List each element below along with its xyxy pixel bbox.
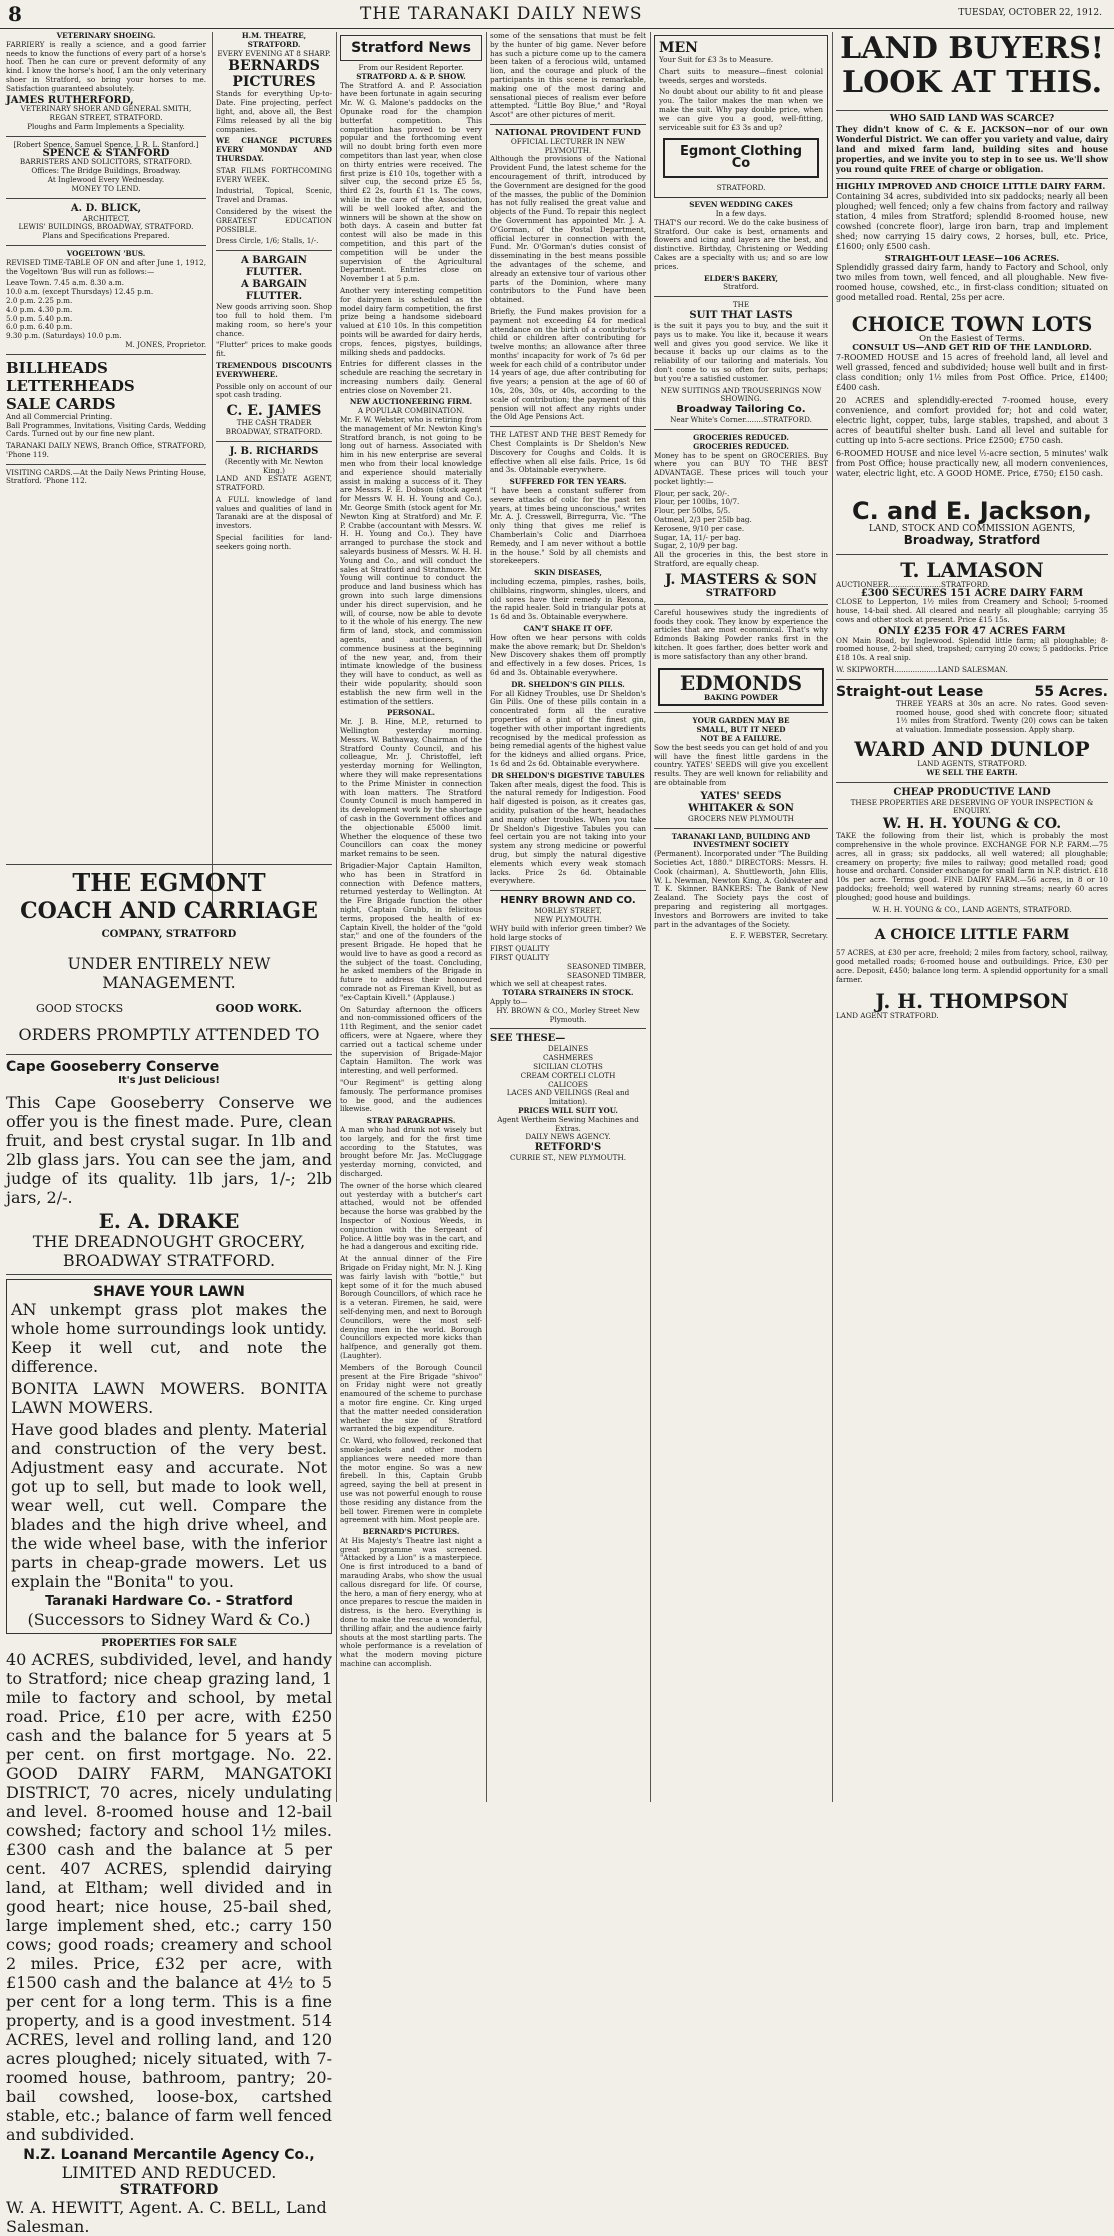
blick-address: LEWIS' BUILDINGS, BROADWAY, STRATFORD. <box>18 222 194 232</box>
bernards-price: Dress Circle, 1/6; Stalls, 1/-. <box>216 236 319 246</box>
flutter-prices: "Flutter" prices to make goods fit. <box>216 340 332 359</box>
drake-sub: THE DREADNOUGHT GROCERY, BROADWAY STRATFORD. <box>32 1232 306 1270</box>
egmont-clothing: Egmont Clothing Co <box>679 144 803 172</box>
cakes-body: THAT'S our record. We do the cake business of Stratford. Our cake is best, ornaments and flowers and icing and layers are the best, and distinctive. Birthday, Christening or Wedding Cakes are a specialty with us; and so are low prices. <box>654 217 828 271</box>
see-item-1: CASHMERES <box>542 1053 594 1063</box>
column-1 <box>6 32 206 882</box>
masters-town: STRATFORD <box>705 587 777 599</box>
grocery-item-4: Kerosene, 9/10 per case. <box>654 523 745 533</box>
lamason-a-body: CLOSE to Lepperton, 1½ miles from Creamery and School; 5-roomed house, 14-bail shed. All cleared and nearly all ploughable; carrying 35 cows and other stock at present. Price £15 15s. <box>836 597 1108 624</box>
egmont-work: GOOD WORK. <box>215 1002 302 1015</box>
suit-lasts: SUIT THAT LASTS <box>689 309 793 321</box>
bus-heading: VOGELTOWN 'BUS. <box>66 248 146 258</box>
groceries-note: All the groceries in this, the best store in Stratford, are equally cheap. <box>654 550 828 569</box>
land-body: A FULL knowledge of land values and qualities of land in Taranaki are at the disposal of investors. <box>216 494 332 531</box>
spence-note: [Robert Spence, Samuel Spence, J. R. L. Stanford.] <box>13 139 199 149</box>
bernards-star: STAR FILMS FORTHCOMING EVERY WEEK. <box>216 165 332 184</box>
latest-remedy: THE LATEST AND THE BEST Remedy for Chest Complaints is Dr Sheldon's New Discovery for Coughs and Colds. It is effective when all else fails. Price, 1s 6d and 3s. Obtainable everywhere. <box>490 430 646 475</box>
grocery-item-0: Flour, per sack, 20/-. <box>654 488 730 498</box>
land-buyers: LAND BUYERS! <box>840 31 1104 66</box>
garden-2: SMALL, BUT IT NEED <box>696 725 786 735</box>
see-these: SEE THESE— <box>490 1033 566 1045</box>
garden-1: YOUR GARDEN MAY BE <box>692 716 790 726</box>
visiting-cards: VISITING CARDS.—At the Daily News Printing House, Stratford. 'Phone 112. <box>6 467 206 486</box>
broadway-tailoring: Broadway Tailoring Co. <box>676 404 806 416</box>
auction-heading: NEW AUCTIONEERING FIRM. <box>349 397 473 407</box>
popular-heading: A POPULAR COMBINATION. <box>357 406 465 416</box>
page-number: 8 <box>8 2 22 26</box>
tlb-body: (Permanent). Incorporated under "The Building Societies Act, 1880." DIRECTORS: Messrs. H. Cook (chairman), A. Shuttleworth, John Ellis, W. L. Newman, Newton King, A. Goldwater and T. K. Skinner. BANKERS: The Bank of New Zealand. The Society pays the cost of preparing and registering all mortgages. Investors and Borrowers are invited to take part in the advantages of the Society. <box>654 849 828 929</box>
news-body-11: At the annual dinner of the Fire Brigade on Friday night, Mr. N. J. King was fairly lavish with "bottle," but kept some of it for the much abused Borough Councillors, of which race he is a veteran. Firemen, he said, were self-denying men, and next to Borough Councillors, were the most self-denying men in the world. Borough Councillors expected more kicks than halfpence, and generally got them. (Laughter). <box>340 1254 482 1360</box>
hi-body: Containing 34 acres, subdivided into six paddocks; nearly all been ploughed; well fenced; only a few chains from factory and railway station, 4 miles from Stratford; splendid 8-roomed house, new cowshed (concrete floor), large iron barn, trap and implement shed; now carrying 15 dairy cows, 2 horses, bull, etc. Price, £1600; only £500 cash. <box>836 191 1108 251</box>
blick-plans: Plans and Specifications Prepared. <box>42 231 170 241</box>
who-said: WHO SAID LAND WAS SCARCE? <box>889 114 1055 124</box>
rutherford-sub: VETERINARY SHOER AND GENERAL SMITH, <box>20 104 192 114</box>
sol-heading: STRAIGHT-OUT LEASE—106 ACRES. <box>884 253 1060 264</box>
news-body-9: A man who had drunk not wisely but too largely, and for the first time according to the Statutes, was brought before Mr. Jas. McCluggage yesterday morning, convicted, and discharged. <box>340 1125 482 1179</box>
bus-time-4: 5.0 p.m. 5.40 p.m. <box>6 313 73 323</box>
bernards-title: BERNARDS <box>228 58 320 75</box>
suit-lasts-the: THE <box>732 300 750 310</box>
bernards-heading: BERNARD'S PICTURES. <box>362 1527 460 1537</box>
see-item-5: LACES AND VEILINGS (Real and Imitation). <box>506 1088 630 1107</box>
lawn-body-2: Have good blades and plenty. Material and construction of the very best. Adjustment easy and accurate. Not got up to sell, but made to look well, wear well, cut well. Compare the blades and the high drive wheel, and the wide wheel base, with the inferior parts in cheap-grade mowers. Let us explain the "Bonita" to you. <box>11 1420 327 1591</box>
grocery-item-3: Oatmeal, 2/3 per 25lb bag. <box>654 515 752 525</box>
news-body-10: The owner of the horse which cleared out yesterday with a butcher's cart attached, would not be offended because the horse was grabbed by the Inspector of Noxious Weeds, in conjunction with the Sergeant of Police. A little boy was in the cart, and he had a dangerous and exciting ride. <box>340 1180 482 1252</box>
lawn-mowers: BONITA LAWN MOWERS. BONITA LAWN MOWERS. <box>11 1379 327 1417</box>
look-at-this: LOOK AT THIS. <box>841 65 1103 100</box>
possible: Possible only on account of our spot cash trading. <box>216 381 332 400</box>
lamason-b-body: ON Main Road, by Inglewood. Splendid little farm; all ploughable; 8-roomed house, 2-bail shed, trapshed; carrying 20 cows; 5 paddocks. Price £18 10s. A real snip. <box>836 635 1108 663</box>
column-rule <box>486 32 487 1802</box>
bus-time-5: 6.0 p.m. 6.40 p.m. <box>6 322 73 332</box>
see-item-2: SICILIAN CLOTHS <box>533 1062 603 1072</box>
spence-sub: BARRISTERS AND SOLICITORS, STRATFORD. <box>19 157 193 167</box>
lower-left-ads <box>6 860 332 2236</box>
new-suitings: NEW SUITINGS AND TROUSERINGS NOW SHOWING. <box>660 385 822 404</box>
stratford-news-title: Stratford News <box>351 40 471 56</box>
lawn-title: SHAVE YOUR LAWN <box>93 1284 245 1300</box>
egmont-under: UNDER ENTIRELY NEW MANAGEMENT. <box>67 954 271 992</box>
column-6 <box>836 32 1108 1800</box>
hm-theatre: H.M. THEATRE, STRATFORD. <box>241 31 307 49</box>
land-agent: LAND AND ESTATE AGENT, STRATFORD. <box>216 474 332 493</box>
thc-name: Taranaki Hardware Co. - Stratford <box>45 1594 293 1609</box>
sol2-a: Straight-out Lease <box>836 683 984 700</box>
blick-sub: ARCHITECT, <box>82 213 130 223</box>
news-body-3: Entries for different classes in the schedule are reaching the secretary in increasing numbers daily. General entries close on November 21. <box>340 359 482 395</box>
land-special: Special facilities for land-seekers going north. <box>216 533 332 551</box>
news-body-14: At His Majesty's Theatre last night a great programme was screened. "Attacked by a Lion" is a masterpiece. One is first introduced to a band of marauding Arabs, who show the usual callous disregard for life. Of course, the hero, a man of fiery energy, who at once prepares to rescue the maiden in distress, is the hero. Everything is done to make the rescue a wonderful, thrilling affair, and the audience fairly shouts at the most startling parts. The whole performance is a revelation of what the modern moving picture machine can accomplish. <box>340 1535 482 1669</box>
thompson-name: J. H. THOMPSON <box>875 989 1069 1014</box>
gin-body: For all Kidney Troubles, use Dr Sheldon's Gin Pills. One of these pills contain in a concentrated form all the curative properties of a pint of the finest gin, together with other important ingredients recognised by the medical profession as being remedial agents of the highest value for the kidneys and allied organs. Price, 1s 6d and 2s 6d. Obtainable everywhere. <box>490 688 646 768</box>
lamason-b: ONLY £235 FOR 47 ACRES FARM <box>878 625 1066 637</box>
chart-suits-2: No doubt about our ability to fit and please you. The tailor makes the man when we make the suit. Why pay double price, when we can give you a good, well-fitting, serviceable suit for £3 3s and up? <box>659 87 823 132</box>
easiest-terms: On the Easiest of Terms. <box>919 334 1025 345</box>
cheap-heading: CHEAP PRODUCTIVE LAND <box>893 786 1051 798</box>
column-2 <box>216 32 332 882</box>
cant-heading: CAN'T SHAKE IT OFF. <box>523 624 613 633</box>
retford-name: RETFORD'S <box>534 1142 602 1154</box>
henry-brown-st-2: SEASONED TIMBER, <box>567 970 646 980</box>
henry-brown-body: WHY build with inferior green timber? We hold large stocks of <box>490 923 646 942</box>
news-body-12: Members of the Borough Council present at the Fire Brigade "shivoo" on Friday night were not greatly enamoured of the scheme to purchase a motor fire engine. Cr. King urged that the matter needed consideration whether the size of Stratford warranted the big expenditure. <box>340 1362 482 1434</box>
hm-sub: EVERY EVENING AT 8 SHARP. <box>217 48 331 58</box>
rutherford-name: JAMES RUTHERFORD, <box>6 94 134 106</box>
rutherford-line: Ploughs and Farm Implements a Speciality. <box>27 121 185 131</box>
flutter-1: A BARGAIN FLUTTER. <box>241 255 307 279</box>
henry-brown-signature: HY. BROWN & CO., Morley Street New Plymouth. <box>496 1005 640 1024</box>
flutter-body: New goods arriving soon. Shop too full to hold them. I'm making room, so here's your chance. <box>216 302 332 338</box>
grocery-item-2: Flour, per 50lbs, 5/5. <box>654 506 731 516</box>
billheads-1: LETTERHEADS <box>6 376 135 395</box>
vet-heading: VETERINARY SHOEING. <box>56 31 156 40</box>
skin-heading: SKIN DISEASES, <box>534 568 602 578</box>
retford-address: CURRIE ST., NEW PLYMOUTH. <box>509 1153 627 1163</box>
henry-brown-np: NEW PLYMOUTH. <box>534 914 602 924</box>
tdn-branch: TARANAKI DAILY NEWS, Branch Office, STRATFORD, 'Phone 119. <box>6 441 206 459</box>
henry-brown-address: MORLEY STREET, <box>534 906 602 916</box>
properties-title: PROPERTIES FOR SALE <box>101 1638 237 1649</box>
james-sub: THE CASH TRADER <box>236 418 312 428</box>
broadway-address: Near White's Corner........STRATFORD. <box>670 415 812 425</box>
whhy-body: TAKE the following from their list, which is probably the most comprehensive in the whole province. EXCHANGE FOR N.P. FARM.—75 acres, all in grass; six paddocks, all well watered; all ploughable; creamery on property; five miles to railway; good metalled road; good house and orchard. Consider exchange for small farm in N.P. district. £18 10s per acre. Terms good. FINE DAIRY FARM.—56 acres, in 8 or 10 paddocks; freehold; well watered by running streams; nearly 60 acres ploughed; good house and buildings. <box>836 831 1108 902</box>
news-body-7: On Saturday afternoon the officers and non-commissioned officers of the 11th Regiment, and the senior cadet officers, were at Ngaere, where they carried out a tactical scheme under the supervision of Brigade-Major Captain Hamilton. The work was interesting, and well performed. <box>340 1004 482 1076</box>
nzl-town: STRATFORD <box>119 2182 219 2198</box>
cakes-sub: In a few days. <box>715 208 767 218</box>
choice-farm-body: 57 ACRES, at £30 per acre, freehold; 2 miles from factory, school, railway, good metalled roads; 6-roomed house and outbuildings. Price, £30 per acre. Deposit, £450; balance long term. A splendid opportunity for a small farmer. <box>836 948 1108 984</box>
news-body-13: Cr. Ward, who followed, reckoned that smoke-jackets and other modern appliances were needed more than the motor engine. So was a new firebell. In this, Captain Grubb agreed, saying the bell at present in use was not powerful enough to rouse those residing any distance from the bell tower. Firemen were in complete agreement with him. Most people are. <box>340 1436 482 1525</box>
bus-body: REVISED TIME-TABLE OF ON and after June 1, 1912, the Vogeltown 'Bus will run as follows:— <box>6 257 206 276</box>
egmont-town: STRATFORD. <box>716 183 766 193</box>
properties-body: 40 ACRES, subdivided, level, and handy to Stratford; nice cheap grazing land, 1 mile to factory and school, by metal road. Price, £10 per acre, with £250 cash and the balance for 5 years at 5 per cent. on first mortgage. No. 22. GOOD DAIRY FARM, MANGATOKI DISTRICT, 70 acres, nicely undulating and level. 8-roomed house and 12-bail cowshed; factory and school 1½ miles. £300 cash and the balance at 5 per cent. 407 ACRES, splendid dairying land, at Eltham; well divided and in good heart; nice house, 25-bail shed, large implement shed, etc.; carry 150 cows; good roads; creamery and school 2 miles. Price, £32 per acre, with £1500 cash and the balance at 4½ to 5 per cent for a long term. This is a fine property, and is a good investment. 514 ACRES, level and rolling land, and 120 acres ploughed; nicely situated, with 7-roomed house, bathroom, pantry; 20-bail cowshed, loose-box, cartshed stable, etc.; balance of farm well fenced and subdivided. <box>6 1650 332 2144</box>
newspaper-title: THE TARANAKI DAILY NEWS <box>360 4 643 24</box>
issue-date: TUESDAY, OCTOBER 22, 1912. <box>958 8 1102 18</box>
lamason-a: £300 SECURES 151 ACRE DAIRY FARM <box>860 587 1084 599</box>
who-body: They didn't know of C. & E. JACKSON—nor of our own Wonderful District. We can offer you variety and value, dairy land and mixed farm land, building sites and house properties, and we invite you to step in to see us. We'll show you round quite FREE of charge or obligation. <box>836 123 1108 174</box>
edmonds-sub: BAKING POWDER <box>704 692 778 702</box>
skin-body: including eczema, pimples, rashes, boils, chilblains, ringworm, shingles, ulcers, and old sores have their remedy in Rexona, the rapid healer. Sold in triangular pots at 1s 6d and 3s. Obtainable everywhere. <box>490 577 646 622</box>
masthead <box>0 0 1114 29</box>
column-rule <box>832 32 833 1802</box>
cej-address: Broadway, Stratford <box>903 532 1041 547</box>
nzl-name: N.Z. Loanand Mercantile Agency Co., <box>23 2147 315 2163</box>
sol2-body: THREE YEARS at 30s an acre. No rates. Good seven-roomed house, good shed with concrete floor; situated 1½ miles from Stratford. Twenty (20) cows can be taken at valuation. Immediate possession. Apply sharp. <box>896 698 1108 735</box>
resident-reporter: From our Resident Reporter. <box>358 63 464 72</box>
agent-wertheim: Agent Wertheim Sewing Machines and Extras. <box>497 1114 639 1133</box>
column-5 <box>654 32 828 1800</box>
henry-brown-ff-2: FIRST QUALITY <box>490 953 550 963</box>
sol2-b: 55 Acres. <box>1034 683 1108 700</box>
nzl-signature: W. A. HEWITT, Agent. A. C. BELL, Land Salesman. <box>6 2198 327 2236</box>
news-body-1: The Stratford A. and P. Association have been fortunate in again securing Mr. W. G. Malone's paddocks on the Opunake road for the champion butterfat competition. This competition has proved to be very popular and the forthcoming event will no doubt bring forth even more competitors than last year, when close on thirty entries were received. The first prize is £10 10s, together with a silver cup, the second prize £5 5s, third £2 2s, fourth £1 1s. The cows, while in the care of the Association, will be well looked after, and the winners will be shown at the show on both days. A casein and butter fat contest will also be made in this competition, and this part of the competition will be under the supervision of the Agricultural Department. Entries close on November 1 at 5 p.m. <box>340 80 482 284</box>
news-body-5: Mr. J. B. Hine, M.P., returned to Wellington yesterday morning. Messrs. W. Bathaway, Chairman of the Stratford County Council, and his colleague, Mr. J. Christoffel, left yesterday morning for Wellington, where they will make representations to the Prime Minister in connection with loan matters. The Stratford County Council is much hampered in its development work by the shortage of cash in the Government offices and the objectionable £5000 limit. Whether the eloquence of these two Councillors can coax the money market remains to be seen. <box>340 717 482 859</box>
npf-body-1: Although the provisions of the National Provident Fund, the latest scheme for the encouragement of thrift, introduced by the Government are designed for the good of the masses, the public of the Dominion has not fully realised the great value and objects of the Fund. To repair this neglect the Government has appointed Mr. J. A. O'Gorman, of the Postal Department, official lecturer in connection with the Fund. Mr. O'Gorman's duties consist of disseminating in the best means possible the advantages of the scheme, and already an extensive tour of various other parts of the Dominion, where many contributors to the Fund have been obtained. <box>490 154 646 305</box>
chart-suits: Chart suits to measure—finest colonial tweeds, serges and worsteds. <box>659 66 823 85</box>
groceries-1: GROCERIES REDUCED. <box>693 432 789 442</box>
lot-2: 20 ACRES and splendidly-erected 7-roomed house, every convenience, and comfort provided for; hot and cold water, electric light, copper, tubs, large stables, trapshed, and about 3 acres of beautiful shelter bush. Land all level and suitable for cutting up into 5-acre sections. Price £2500; £750 cash. <box>836 395 1108 445</box>
men-heading: MEN <box>659 40 698 56</box>
digest-heading: DR SHELDON'S DIGESTIVE TABULES <box>491 770 645 780</box>
egmont-line-2: COACH AND CARRIAGE <box>20 898 318 924</box>
tlb-heading: TARANAKI LAND, BUILDING AND INVESTMENT SOCIETY <box>671 831 811 850</box>
news-body-6: Brigadier-Major Captain Hamilton, who has been in Stratford in connection with Defence matters, returned yesterday to Wellington. At the Fire Brigade function the other night, Captain Grubb, in felicitous terms, proposed the health of ex-Captain Kivell, the holder of the "gold star," and one of the founders of the present Brigade. He hoped that he would live to have as good a record as the subject of the toast. Concluding, he asked members of the Brigade in future to address their honoured comrade not as Fireman Kivell, but as "ex-Captain Kivell." (Applause.) <box>340 860 482 1002</box>
bus-time-3: 4.0 p.m. 4.30 p.m. <box>6 304 73 314</box>
skipworth: W. SKIPWORTH...................LAND SALESMAN. <box>836 664 1008 674</box>
bus-time-2: 2.0 p.m. 2.25 p.m. <box>6 295 73 305</box>
bernards-types: Industrial, Topical, Scenic, Travel and Dramas. <box>216 186 332 205</box>
spence-money: MONEY TO LEND. <box>71 183 141 193</box>
news-body-4: Mr. F. W. Webster, who is retiring from the management of Mr. Newton King's Stratford branch, is not going to be long out of harness. Associated with him in his new enterprise are several men who from their local knowledge and experience should materially assist in making a success of it. They are Messrs. F. E. Dobson (stock agent for Messrs W. H. H. Young and Co.), Mr. George Smith (stock agent for Mr. Newton King at Stratford) and Mr. F. P. Crabbe (accountant with Messrs. W. H. H. Young and Co.). They have arranged to purchase the stock and saleyards business of Messrs. W. H. H. Young and Co., and will conduct the sales at Stratford and Strathmore. Mr. Young will continue to conduct the produce and land business which has grown into such large dimensions under his direct supervision, and he will, of course, now be able to devote to it the whole of his energy. The new firm of land, stock, and commission agents, and auctioneers, will commence business at the beginning of the new year, and, from their intimate knowledge of the business they will have to conduct, as well as their wide popularity, should soon establish the new firm well in the estimation of the settlers. <box>340 415 482 706</box>
news-body-8: "Our Regiment" is getting along famously. The performance promises to be good, and the audiences likewise. <box>340 1078 482 1114</box>
npf-heading: NATIONAL PROVIDENT FUND <box>495 127 641 138</box>
richards-name: J. B. RICHARDS <box>229 445 319 457</box>
james-name: C. E. JAMES <box>226 403 322 420</box>
whhy-signature: W. H. H. YOUNG & CO., LAND AGENTS, STRATFORD. <box>872 904 1072 914</box>
yates-seeds: YATES' SEEDS <box>700 790 782 802</box>
cape-sub: It's Just Delicious! <box>118 1075 220 1086</box>
hi-heading: HIGHLY IMPROVED AND CHOICE LITTLE DAIRY FARM. <box>836 181 1106 192</box>
nzl-sub: LIMITED AND REDUCED. <box>61 2163 277 2182</box>
lot-3: 6-ROOMED HOUSE and nice level ½-acre section, 5 minutes' walk from Post Office; house practically new, all modern conveniences, water, electric light, etc. A GOOD HOME. Price, £750; £150 cash. <box>836 448 1108 478</box>
suffered-body: "I have been a constant sufferer from severe attacks of colic for the past ten years, at times being unconscious," writes Mr. A. J. Cresswell, Birregurra, Vic. "The only thing that gives me relief is Chamberlain's Colic and Diarrhoea Remedy, and I am never without a bottle in the house." Sold by all chemists and storekeepers. <box>490 486 646 566</box>
grocery-item-1: Flour, per 100lbs, 10/7. <box>654 497 740 507</box>
vet-body: FARRIERY is really a science, and a good farrier needs to know the functions of every part of a horse's hoof. Then he can cure or prevent deformity of any kind. I know the horse's hoof, I am the only veterinary shoer in Stratford, so bring your horses to me. Satisfaction guaranteed absolutely. <box>6 39 206 93</box>
bus-time-0: Leave Town. 7.45 a.m. 8.30 a.m. <box>6 278 125 288</box>
totara: TOTARA STRAINERS IN STOCK. <box>502 988 634 998</box>
lamason-name: T. LAMASON <box>900 557 1044 582</box>
egmont-orders: ORDERS PROMPTLY ATTENDED TO <box>18 1025 320 1044</box>
spence-offices: Offices: The Bridge Buildings, Broadway. <box>31 166 181 176</box>
suffered-heading: SUFFERED FOR TEN YEARS. <box>509 477 627 487</box>
tlb-signature: E. F. WEBSTER, Secretary. <box>729 931 828 941</box>
bus-time-6: 9.30 p.m. (Saturdays) 10.0 p.m. <box>6 331 122 341</box>
column-4 <box>490 32 646 1800</box>
lasts-body: is the suit it pays you to buy, and the suit it pays us to make. You like it, because it wears well and gives you good service. We like it because it backs up our claims as to the reliability of our tailoring and materials. You don't come to us so often for suits, perhaps; but you're a satisfied customer. <box>654 320 828 383</box>
cej-sub: LAND, STOCK AND COMMISSION AGENTS, <box>868 523 1076 534</box>
bernards-change: WE CHANGE PICTURES EVERY MONDAY AND THURSDAY. <box>216 136 332 163</box>
whitaker-sub: GROCERS NEW PLYMOUTH <box>688 813 794 823</box>
grocery-item-6: Sugar, 2, 10/9 per bag. <box>654 541 738 551</box>
npf-body-2: Briefly, the Fund makes provision for a payment not exceeding £4 for medical attendance on the birth of a contributor's child or children after contributing for twelve months; an allowance after three months' incapacity for work of 7s 6d per week for each child of a contributor under 14 years of age, due after contributing for five years; a pension at the age of 60 of 10s, 20s, 30s, or 40s, according to the scale of contribution; the payment of this pension will not affect any rights under the Old Age Pensions Act. <box>490 306 646 422</box>
bernards-considered: Considered by the wisest the GREATEST EDUCATION POSSIBLE. <box>216 206 332 234</box>
spence-inglewood: At Inglewood Every Wednesday. <box>47 174 165 184</box>
edmonds-logo: EDMONDS <box>679 670 803 695</box>
groceries-2: GROCERIES REDUCED. <box>693 441 789 451</box>
henry-brown-ff: FIRST QUALITY <box>490 944 550 954</box>
garden-body: Sow the best seeds you can get hold of and you will have the finest little gardens in the country. YATES' SEEDS will give you excellent results. They are well known for reliability and are obtainable from <box>654 742 828 788</box>
groceries-body: Money has to be spent on GROCERIES. Buy where you can BUY TO THE BEST ADVANTAGE. These prices will touch your pocket lightly:— <box>654 450 828 486</box>
bus-time-1: 10.0 a.m. (except Thursdays) 12.45 p.m. <box>6 287 154 297</box>
billheads-body: Ball Programmes, Invitations, Visiting Cards, Wedding Cards. Turned out by our fine new plant. <box>6 420 206 439</box>
garden-3: NOT BE A FAILURE. <box>700 734 782 744</box>
news-body-2: Another very interesting competition for dairymen is scheduled as the model dairy farm competition, the first prize being a handsome sideboard valued at £10 10s. In this competition points will be awarded for dairy herds, crops, fences, pigstyes, buildings, milking sheds and paddocks. <box>340 285 482 357</box>
choice-lots: CHOICE TOWN LOTS <box>851 312 1093 337</box>
column-rule <box>336 32 337 1802</box>
flutter-2: A BARGAIN FLUTTER. <box>241 279 307 303</box>
wd-earth: WE SELL THE EARTH. <box>926 767 1018 777</box>
suit-body: Your Suit for £3 3s to Measure. <box>659 55 774 64</box>
grocery-item-5: Sugar, 1A, 11/- per bag. <box>654 532 741 542</box>
whitaker-name: WHITAKER & SON <box>688 802 794 814</box>
lawn-body: AN unkempt grass plot makes the whole home surroundings look untidy. Keep it well cut, and note the difference. <box>11 1300 327 1376</box>
bus-proprietor: M. JONES, Proprietor. <box>125 339 206 349</box>
drake-name: E. A. DRAKE <box>98 1209 240 1233</box>
billheads-sub: And all Commercial Printing. <box>6 411 113 421</box>
masters-name: J. MASTERS & SON <box>664 571 818 588</box>
column-3 <box>340 32 482 1800</box>
consult-us: CONSULT US—AND GET RID OF THE LANDLORD. <box>852 343 1092 354</box>
see-item-4: CALICOES <box>548 1079 588 1089</box>
cant-body: How often we hear persons with colds make the above remark; but Dr. Sheldon's New Discovery shakes them off promptly and effectively in a few doses. Prices, 1s 6d and 3s. Obtainable everywhere. <box>490 632 646 677</box>
gin-heading: DR. SHELDON'S GIN PILLS. <box>511 679 625 689</box>
henry-brown-rates: which we sell at cheapest rates. <box>490 979 607 989</box>
billheads-2: SALE CARDS <box>6 394 116 413</box>
pictures-continued: some of the sensations that must be felt by the hunter of big game. Never before has such a picture come up to the camera been taken of a ferocious wild, untamed lion, and the courage and pluck of the participants in this scene is remarkable, making one of the most daring and sensational pieces of realism ever before attempted. "Little Boy Blue," and "Royal Ascot" are other pictures of merit. <box>490 31 646 120</box>
cej-name: C. and E. Jackson, <box>851 496 1093 525</box>
column-rule <box>212 32 213 912</box>
sol2-heading <box>836 684 1108 700</box>
egmont-goods <box>36 1002 302 1015</box>
see-item-0: DELAINES <box>547 1044 589 1054</box>
masters-body: Careful housewives study the ingredients of foods they cook. They know by experience the articles that are most economical. That's why Edmonds Baking Powder ranks first in the kitchen. It goes farther, does better work and is more satisfactory than any other brand. <box>654 607 828 661</box>
richards-sub: (Recently with Mr. Newton King.) <box>224 456 324 475</box>
james-address: BROADWAY, STRATFORD. <box>225 426 323 436</box>
pictures-title: PICTURES <box>232 74 316 91</box>
sol-body: Splendidly grassed dairy farm, handy to Factory and School, only two miles from town, well fenced, and all ploughable. New five-roomed house, cowshed, etc., in first-class condition; situated on good metalled road. Rental, 25s per acre. <box>836 263 1108 303</box>
lamason-sub: AUCTIONEER.......................STRATFORD. <box>836 579 990 589</box>
tremendous: TREMENDOUS DISCOUNTS EVERYWHERE. <box>216 360 332 379</box>
rutherford-address: REGAN STREET, STRATFORD. <box>49 113 163 123</box>
cheap-sub: THESE PROPERTIES ARE DESERVING OF YOUR INSPECTION & ENQUIRY. <box>850 797 1094 816</box>
thompson-sub: LAND AGENT STRATFORD. <box>836 1011 939 1021</box>
egmont-stocks: GOOD STOCKS <box>36 1002 124 1015</box>
cape-body: This Cape Gooseberry Conserve we offer you is the finest made. Pure, clean fruit, and best crystal sugar. In 1lb and 2lb glass jars. You can see the jam, and judge of its quality. 1lb jars, 1/-; 2lb jars, 2/-. <box>6 1093 332 1207</box>
digest-body: Taken after meals, digest the food. This is the natural remedy for Indigestion. Food half digested is poison, as it creates gas, acidity, pulsation of the heart, headaches and many other troubles. When you take Dr Sheldon's Digestive Tabules you can feel certain you are not taking into your system any strong medicine or powerful drug, but simply the natural digestive elements which every weak stomach lacks. Price 2s 6d. Obtainable everywhere. <box>490 779 646 886</box>
prices-suit: PRICES WILL SUIT YOU. <box>518 1106 618 1116</box>
choice-farm: A CHOICE LITTLE FARM <box>874 927 1070 944</box>
thc-sub: (Successors to Sidney Ward & Co.) <box>27 1610 311 1629</box>
elder-town: Stratford. <box>723 282 759 292</box>
cakes-heading: SEVEN WEDDING CAKES <box>689 200 793 210</box>
lot-1: 7-ROOMED HOUSE and 15 acres of freehold land, all level and well grassed, fenced and subdivided; house well built and in first-class condition; only 1½ miles from Post Office. Price, £1400; £400 cash. <box>836 352 1108 392</box>
spence-name: SPENCE & STANFORD <box>42 147 170 159</box>
egmont-line-1: THE EGMONT <box>72 868 266 897</box>
cape-title: Cape Gooseberry Conserve <box>6 1059 220 1075</box>
daily-news-agency: DAILY NEWS AGENCY. <box>525 1132 611 1142</box>
apply-to: Apply to— <box>490 997 528 1007</box>
wd-sub: LAND AGENTS, STRATFORD. <box>917 758 1027 768</box>
see-item-3: CREAM CORTELI CLOTH <box>520 1070 616 1080</box>
henry-brown-name: HENRY BROWN AND CO. <box>500 895 636 907</box>
egmont-line-3: COMPANY, STRATFORD <box>101 929 237 940</box>
whhy-name: W. H. H. YOUNG & CO. <box>882 816 1062 833</box>
blick-name: A. D. BLICK, <box>70 202 142 214</box>
elder-bakery: ELDER'S BAKERY, <box>704 273 778 283</box>
column-rule <box>650 32 651 1802</box>
npf-sub: OFFICIAL LECTURER IN NEW PLYMOUTH. <box>510 136 626 155</box>
henry-brown-st: SEASONED TIMBER, <box>567 961 646 971</box>
bernards-body: Stands for everything Up-to-Date. Fine projecting, perfect light, and, above all, the Best Films released by all the big companies. <box>216 89 332 134</box>
personal-heading: PERSONAL. <box>386 708 435 718</box>
show-heading: STRATFORD A. & P. SHOW. <box>356 71 466 81</box>
wd-name: WARD AND DUNLOP <box>854 736 1090 761</box>
stray-heading: STRAY PARAGRAPHS. <box>366 1116 456 1126</box>
billheads-0: BILLHEADS <box>6 358 108 377</box>
